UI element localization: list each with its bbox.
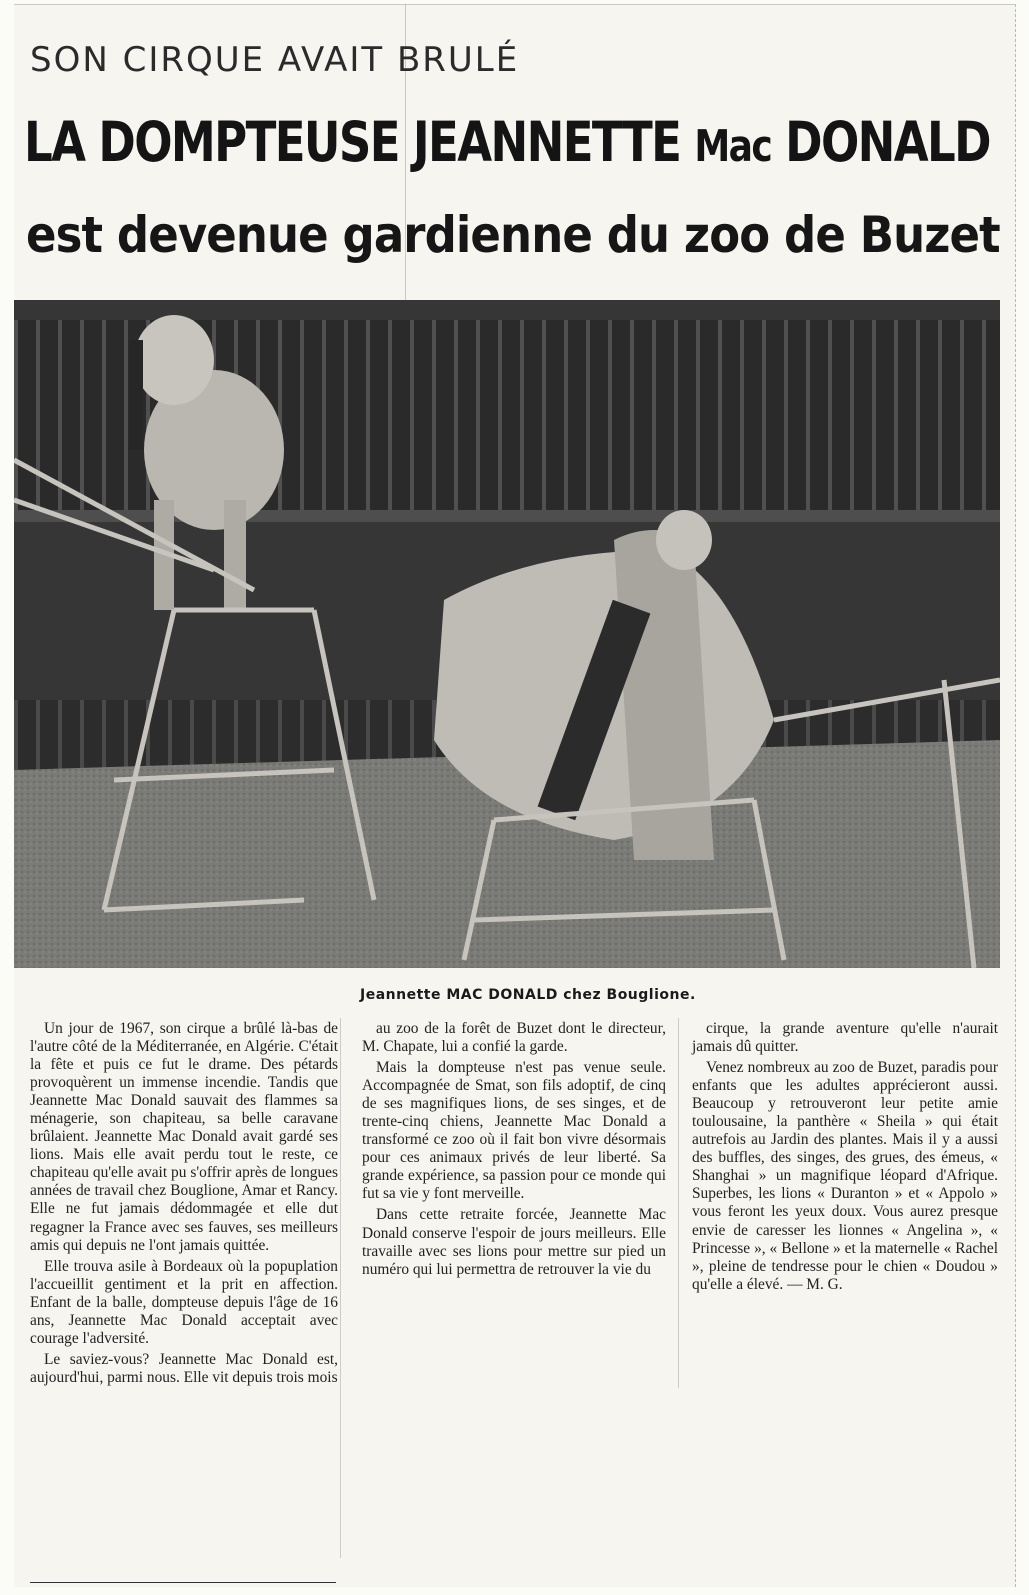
paragraph: cirque, la grande aventure qu'elle n'aurait jamais dû quitter. (692, 1020, 998, 1056)
paragraph: Un jour de 1967, son cirque a brûlé là-bas de l'autre côté de la Méditerranée, en Algérie. C'était la fête et puis ce fut le drame. Des pétards provoquèrent un immense incendie. Tandis que Jeannette Mac Donald sauvait des flammes sa ménagerie, son chapiteau, sa belle caravane brûlaient. Jeannette Mac Donald avait gardé ses lions. Mais elle avait perdu tout le reste, ce chapiteau qu'elle avait pu s'offrir après de longues années de travail chez Bouglione, Amar et Rancy. Elle ne fut jamais dédommagée et elle dut regagner la France avec ses fauves, ses meilleurs amis qui depuis ne l'ont jamais quittée. (30, 1020, 338, 1254)
bottom-rule (30, 1582, 336, 1583)
article-photo (14, 300, 1000, 968)
article-kicker: SON CIRQUE AVAIT BRULÉ (30, 40, 520, 80)
article-subhead: est devenue gardienne du zoo de Buzet (26, 206, 1000, 264)
paragraph: Dans cette retraite forcée, Jeannette Mac Donald conserve l'espoir de jours meilleurs. Elle travaille avec ses lions pour mettre sur pied un numéro qui lui permettra de retrouver la vie du (362, 1206, 666, 1278)
article-column-3 (692, 1020, 998, 1297)
article-column-1 (30, 1020, 338, 1390)
headline-mac: Mac (694, 121, 772, 172)
paragraph: Mais la dompteuse n'est pas venue seule. Accompagnée de Smat, son fils adoptif, de cinq de ses magnifiques lions, de ses singes, et de trente-cinq chiens, Jeannette Mac Donald a transformé ce zoo où il fait bon vivre désormais pour ces animaux privés de leur liberté. Sa grande expérience, sa passion pour ce monde qui fut sa vie y font merveille. (362, 1059, 666, 1203)
headline-end: DONALD (785, 110, 990, 174)
photo-caption: Jeannette MAC DONALD chez Bouglione. (360, 987, 696, 1003)
photo-illustration (14, 300, 1000, 968)
headline-main: LA DOMPTEUSE JEANNETTE (24, 110, 681, 174)
clip-edge (14, 4, 1016, 5)
article-headline (24, 110, 990, 174)
paragraph: Le saviez-vous? Jeannette Mac Donald est, aujourd'hui, parmi nous. Elle vit depuis trois mois (30, 1350, 338, 1386)
paragraph: Venez nombreux au zoo de Buzet, paradis pour enfants que les adultes apprécieront aussi. Beaucoup y retrouveront leur petite amie toulousaine, la panthère « Sheila » qui était autrefois au Jardin des plantes. Mais il y a aussi des buffles, des singes, des grues, des émeus, « Shanghai » un magnifique léopard d'Afrique. Superbes, les lions « Duranton » et « Appolo » vous feront les yeux doux. Vous aurez presque envie de caresser les lionnes « Angelina », « Princesse », « Bellone » et la maternelle « Rachel », pleine de tendresse pour le chien « Doudou » qu'elle a élevé. — M. G. (692, 1059, 998, 1293)
article-column-2 (362, 1020, 666, 1282)
paragraph: au zoo de la forêt de Buzet dont le directeur, M. Chapate, lui a confié la garde. (362, 1020, 666, 1056)
paragraph: Elle trouva asile à Bordeaux où la popuplation l'accueillit gentiment et la prit en affection. Enfant de la balle, dompteuse depuis l'âge de 16 ans, Jeannette Mac Donald acceptait avec courage l'adversité. (30, 1257, 338, 1347)
column-rule (678, 1018, 679, 1388)
column-rule (340, 1018, 341, 1558)
